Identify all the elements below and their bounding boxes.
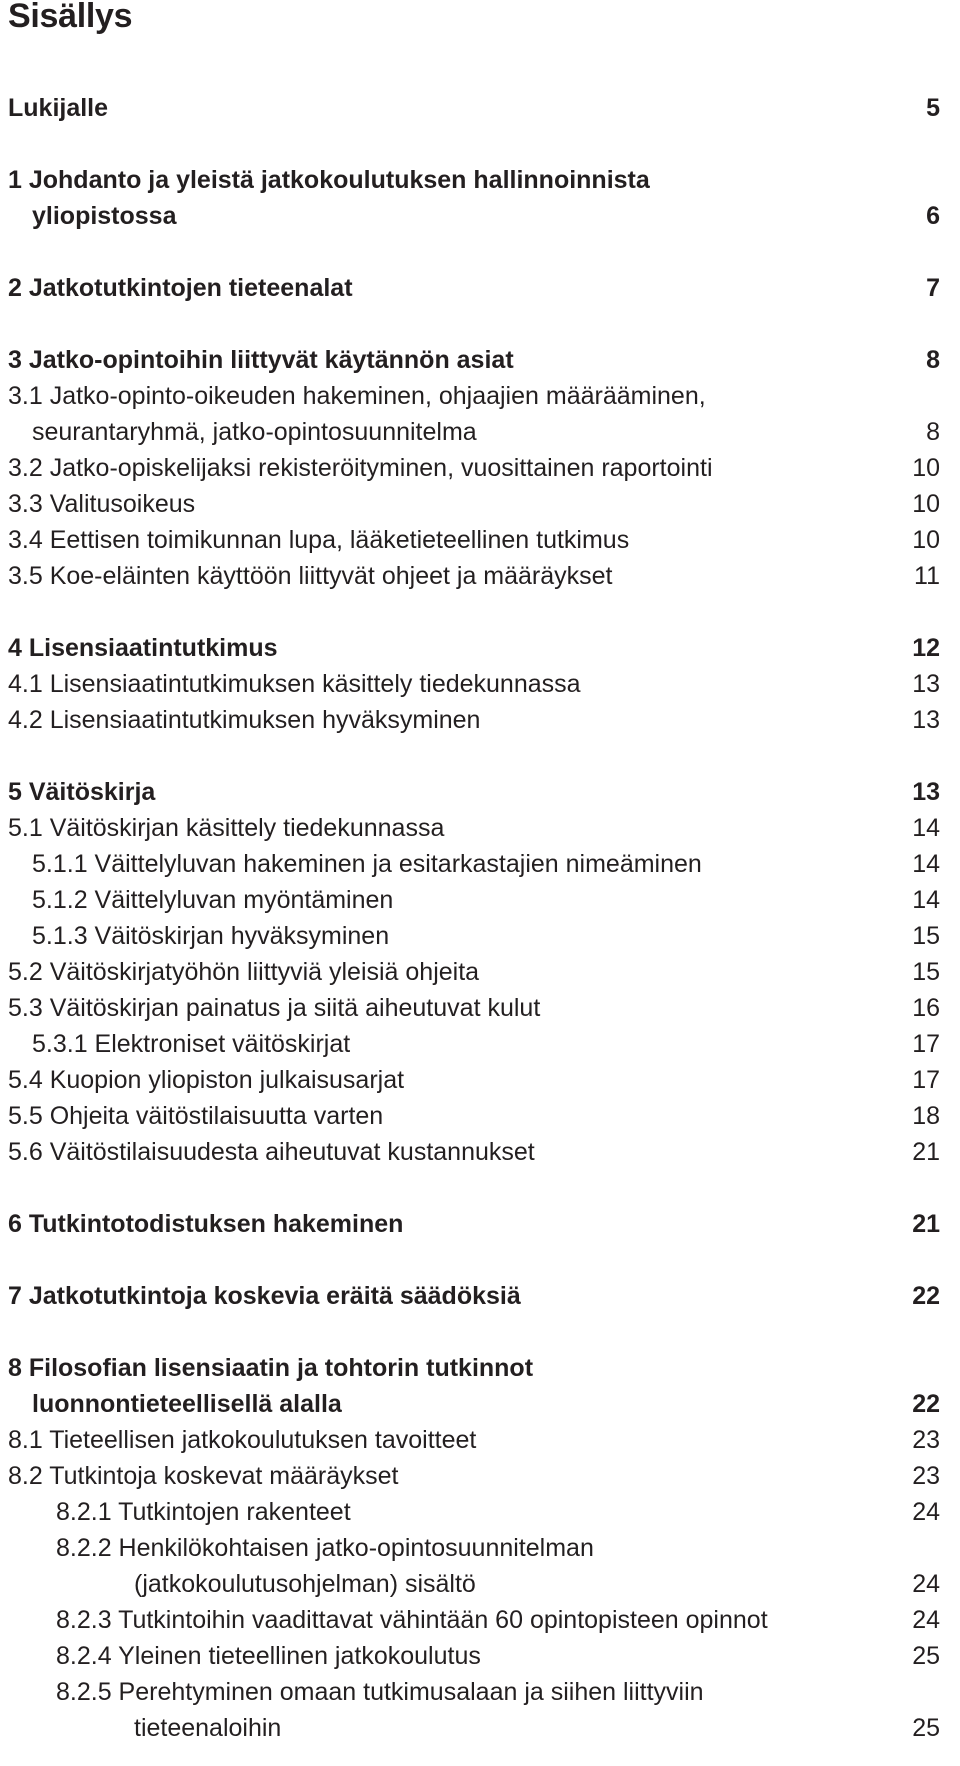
toc-entry-page-number: 24 xyxy=(912,1498,940,1526)
toc-entry xyxy=(0,666,960,702)
toc-entry-title: 5.2 Väitöskirjatyöhön liittyviä yleisiä ohjeita xyxy=(8,958,480,986)
toc-entry xyxy=(0,486,960,522)
toc-entry xyxy=(0,90,960,126)
toc-entry-page-number: 8 xyxy=(926,346,940,374)
toc-entry-page-number: 13 xyxy=(912,778,940,806)
toc-entry-title: 7 Jatkotutkintoja koskevia eräitä säädöksiä xyxy=(8,1282,521,1310)
toc-entry-title: 5.3.1 Elektroniset väitöskirjat xyxy=(32,1030,351,1058)
toc-entry-page-number: 14 xyxy=(912,886,940,914)
toc-entry-title: 3.2 Jatko-opiskelijaksi rekisteröityminen, vuosittainen raportointi xyxy=(8,454,713,482)
toc-entry xyxy=(0,954,960,990)
toc-entry xyxy=(0,630,960,666)
toc-entry xyxy=(0,378,960,414)
toc-entry-title: 5 Väitöskirja xyxy=(8,778,156,806)
toc-entry-page-number: 10 xyxy=(912,490,940,518)
toc-entry-page-number: 23 xyxy=(912,1462,940,1490)
toc-entry xyxy=(0,1638,960,1674)
toc-entry-page-number: 5 xyxy=(926,94,940,122)
toc-entry xyxy=(0,846,960,882)
toc-entry-title: 5.1.3 Väitöskirjan hyväksyminen xyxy=(32,922,390,950)
toc-entry xyxy=(0,1602,960,1638)
toc-entry xyxy=(0,882,960,918)
toc-entry-page-number: 16 xyxy=(912,994,940,1022)
toc-entry-title: 8.2.4 Yleinen tieteellinen jatkokoulutus xyxy=(56,1642,481,1670)
toc-entry-page-number: 22 xyxy=(912,1390,940,1418)
toc-entry xyxy=(0,990,960,1026)
toc-entry xyxy=(0,1134,960,1170)
toc-entry-page-number: 21 xyxy=(912,1138,940,1166)
toc-entry-title: (jatkokoulutusohjelman) sisältö xyxy=(134,1570,476,1598)
toc-entry-title: 5.4 Kuopion yliopiston julkaisusarjat xyxy=(8,1066,405,1094)
toc-entry-title: 3 Jatko-opintoihin liittyvät käytännön asiat xyxy=(8,346,514,374)
toc-entry xyxy=(0,1494,960,1530)
toc-entry xyxy=(0,1458,960,1494)
toc-entry-page-number: 8 xyxy=(926,418,940,446)
toc-entry-page-number: 10 xyxy=(912,454,940,482)
toc-entry-page-number: 22 xyxy=(912,1282,940,1310)
toc-entry-title: 8.2.3 Tutkintoihin vaadittavat vähintään 60 opintopisteen opinnot xyxy=(56,1606,768,1634)
toc-entry-page-number: 11 xyxy=(914,562,940,590)
toc-entry xyxy=(0,1566,960,1602)
toc-entry xyxy=(0,1386,960,1422)
toc-entry xyxy=(0,1206,960,1242)
toc-entry xyxy=(0,342,960,378)
toc-entry-page-number: 21 xyxy=(912,1210,940,1238)
toc-entry-title: 1 Johdanto ja yleistä jatkokoulutuksen hallinnoinnista xyxy=(8,166,650,194)
toc-entry-title: 3.3 Valitusoikeus xyxy=(8,490,196,518)
toc-entry-page-number: 14 xyxy=(912,850,940,878)
toc-entry-page-number: 25 xyxy=(912,1714,940,1742)
toc-entry xyxy=(0,1062,960,1098)
toc-entry xyxy=(0,1278,960,1314)
toc-entry-title: seurantaryhmä, jatko-opintosuunnitelma xyxy=(32,418,477,446)
toc-entry-title: 3.5 Koe-eläinten käyttöön liittyvät ohjeet ja määräykset xyxy=(8,562,613,590)
toc-entry xyxy=(0,702,960,738)
toc-entry-title: 2 Jatkotutkintojen tieteenalat xyxy=(8,274,353,302)
toc-entry-page-number: 13 xyxy=(912,706,940,734)
toc-entry-page-number: 17 xyxy=(912,1030,940,1058)
toc-entry-title: 5.5 Ohjeita väitöstilaisuutta varten xyxy=(8,1102,384,1130)
toc-entry-title: 8.2.2 Henkilökohtaisen jatko-opintosuunnitelman xyxy=(56,1534,594,1562)
toc-entry-title: 5.3 Väitöskirjan painatus ja siitä aiheutuvat kulut xyxy=(8,994,541,1022)
toc-entry-page-number: 10 xyxy=(912,526,940,554)
toc-entry-title: 4 Lisensiaatintutkimus xyxy=(8,634,278,662)
toc-entry-title: 8 Filosofian lisensiaatin ja tohtorin tutkinnot xyxy=(8,1354,534,1382)
toc-entry xyxy=(0,522,960,558)
toc-entry-title: 6 Tutkintotodistuksen hakeminen xyxy=(8,1210,404,1238)
toc-entry-page-number: 6 xyxy=(926,202,940,230)
toc-entry xyxy=(0,198,960,234)
toc-entry-page-number: 15 xyxy=(912,958,940,986)
toc-entry-title: 3.4 Eettisen toimikunnan lupa, lääketieteellinen tutkimus xyxy=(8,526,630,554)
toc-entry xyxy=(0,1350,960,1386)
toc-entry-title: 4.1 Lisensiaatintutkimuksen käsittely tiedekunnassa xyxy=(8,670,581,698)
toc-entry xyxy=(0,450,960,486)
toc-entry-page-number: 24 xyxy=(912,1606,940,1634)
toc-entry-page-number: 17 xyxy=(912,1066,940,1094)
toc-entry-title: 5.1 Väitöskirjan käsittely tiedekunnassa xyxy=(8,814,445,842)
toc-entry-page-number: 13 xyxy=(912,670,940,698)
page-title: Sisällys xyxy=(8,0,133,35)
toc-entry-title: tieteenaloihin xyxy=(134,1714,282,1742)
toc-entry-title: 5.6 Väitöstilaisuudesta aiheutuvat kustannukset xyxy=(8,1138,535,1166)
toc-entry xyxy=(0,918,960,954)
toc-entry-title: 8.1 Tieteellisen jatkokoulutuksen tavoitteet xyxy=(8,1426,477,1454)
toc-entry-page-number: 25 xyxy=(912,1642,940,1670)
toc-entry xyxy=(0,1422,960,1458)
toc-entry xyxy=(0,558,960,594)
toc-entry xyxy=(0,1026,960,1062)
toc-entry-page-number: 23 xyxy=(912,1426,940,1454)
toc-entry-page-number: 24 xyxy=(912,1570,940,1598)
toc-entry-title: luonnontieteellisellä alalla xyxy=(32,1390,342,1418)
toc-entry xyxy=(0,1710,960,1746)
toc-entry-page-number: 15 xyxy=(912,922,940,950)
toc-entry-title: 8.2 Tutkintoja koskevat määräykset xyxy=(8,1462,399,1490)
toc-entry xyxy=(0,270,960,306)
toc-entry-title: 5.1.2 Väittelyluvan myöntäminen xyxy=(32,886,394,914)
toc-entry-page-number: 18 xyxy=(912,1102,940,1130)
toc-entry-title: 4.2 Lisensiaatintutkimuksen hyväksyminen xyxy=(8,706,481,734)
toc-entry xyxy=(0,1098,960,1134)
toc-entry xyxy=(0,162,960,198)
toc-entry-title: Lukijalle xyxy=(8,94,109,122)
toc-entry xyxy=(0,810,960,846)
toc-entry xyxy=(0,1530,960,1566)
toc-entry-title: 5.1.1 Väittelyluvan hakeminen ja esitarkastajien nimeäminen xyxy=(32,850,702,878)
toc-entry xyxy=(0,1674,960,1710)
toc-entry-title: yliopistossa xyxy=(32,202,177,230)
toc-entry xyxy=(0,774,960,810)
toc-entry-title: 8.2.5 Perehtyminen omaan tutkimusalaan ja siihen liittyviin xyxy=(56,1678,704,1706)
toc-entry xyxy=(0,414,960,450)
toc-entry-page-number: 14 xyxy=(912,814,940,842)
toc-entry-page-number: 12 xyxy=(912,634,940,662)
toc-entry-title: 8.2.1 Tutkintojen rakenteet xyxy=(56,1498,351,1526)
toc-entry-page-number: 7 xyxy=(926,274,940,302)
toc-entry-title: 3.1 Jatko-opinto-oikeuden hakeminen, ohjaajien määrääminen, xyxy=(8,382,706,410)
